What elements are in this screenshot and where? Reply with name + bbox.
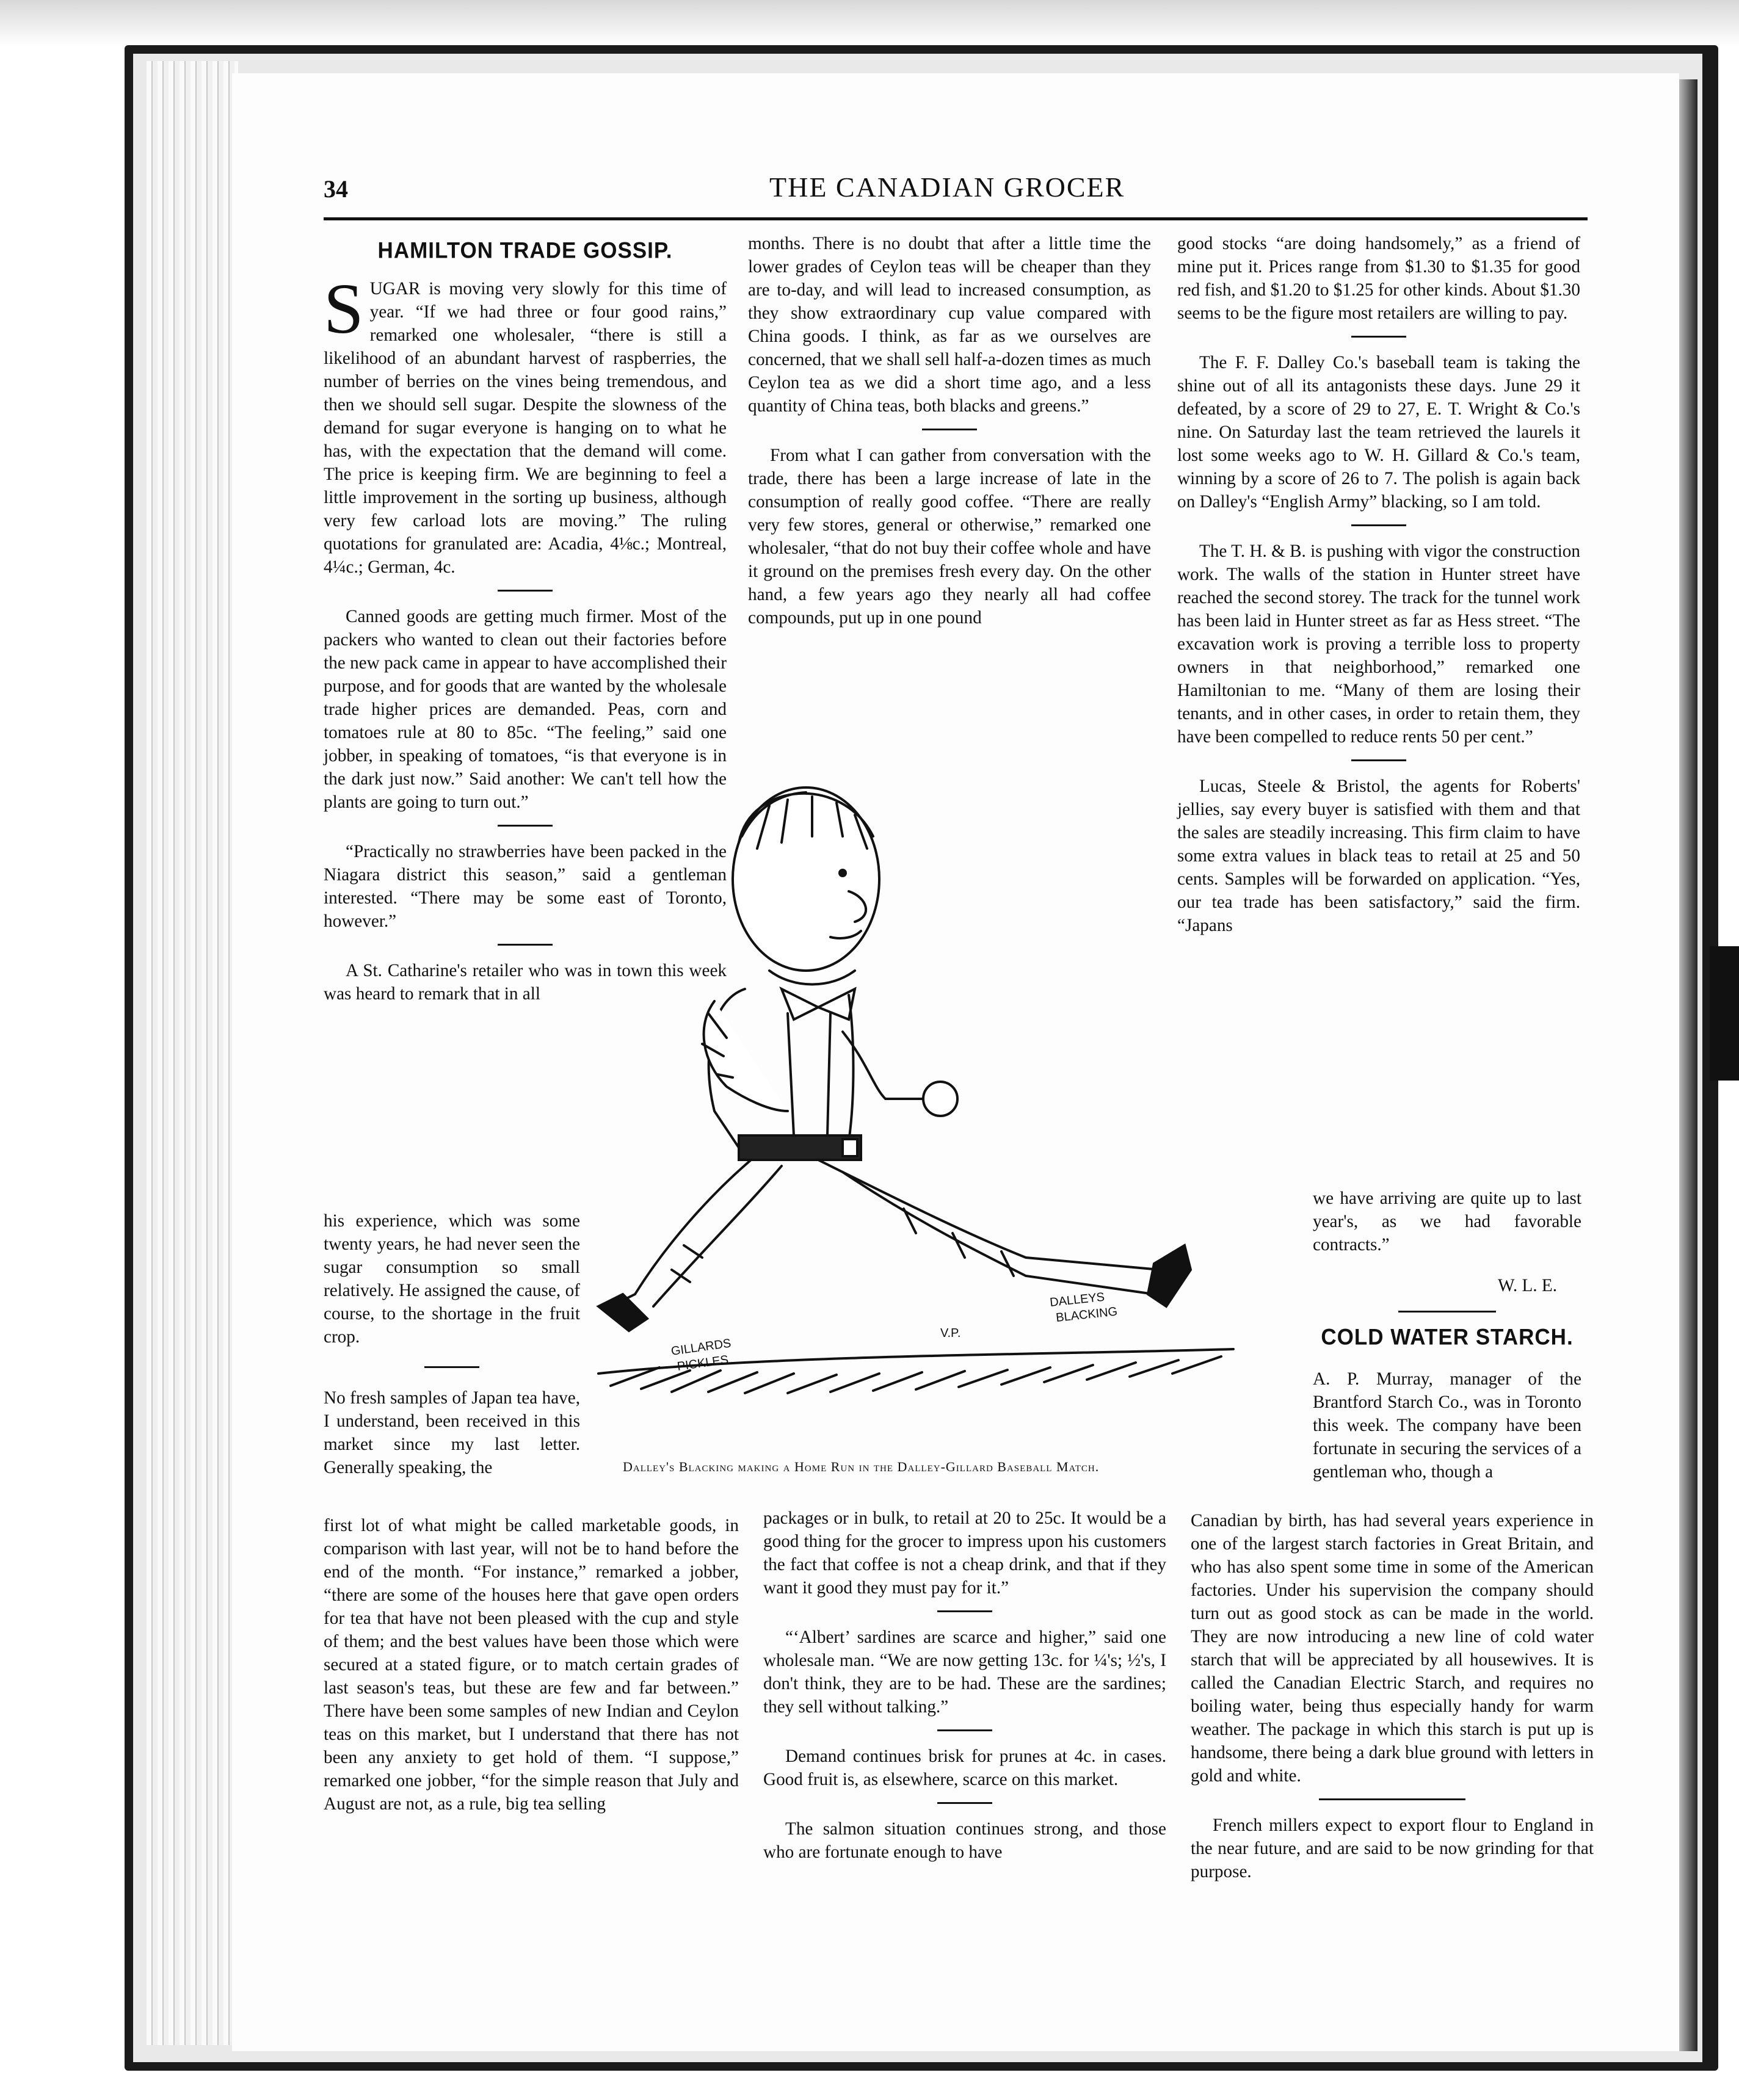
column-right-lower: [1191, 1509, 1594, 1883]
article-headline: COLD WATER STARCH.: [1321, 1325, 1574, 1350]
paragraph: packages or in bulk, to retail at 20 to 25c. It would be a good thing for the grocer to impress upon his customers the fact that coffee is not a cheap drink, and that if they want it good they must pay for it.”: [763, 1508, 1166, 1598]
column-left-lower: [324, 1514, 739, 1816]
illus-label-mid: V.P.: [940, 1327, 961, 1340]
paragraph: The F. F. Dalley Co.'s baseball team is taking the shine out of all its antagonists these days. June 29 it defeated, by a score of 29 to 27, E. T. Wright & Co.'s nine. On Saturday last the team retrieved the laurels it lost some weeks ago to W. H. Gillard & Co.'s team, winning by a score of 26 to 7. The polish is again back on Dalley's “English Army” blacking, so I am told.: [1177, 353, 1580, 512]
paragraph: A. P. Murray, manager of the Brantford Starch Co., was in Toronto this week. The company have been fortunate in securing the services of a gentleman who, though a: [1313, 1369, 1581, 1482]
separator: [1351, 759, 1406, 761]
paragraph: Canadian by birth, has had several years experience in one of the largest starch factories in Great Britain, and who has also spent some time in some of the American factories. Under his supervision the company should turn out as good stock as can be made in the world. They are now introducing a new line of cold water starch that will be appreciated by all housewives. It is called the Canadian Electric Starch, and requires no boiling water, being thus especially handy for warm weather. The package in which this starch is put up is handsome, there being a dark blue ground with letters in gold and white.: [1191, 1511, 1594, 1786]
paragraph: No fresh samples of Japan tea have, I understand, been received in this market since my last letter. Generally speaking, the: [324, 1388, 580, 1477]
illus-label-left-1: GILLARDS: [670, 1336, 732, 1358]
separator: [498, 944, 553, 946]
column-left-wrap: [324, 1192, 580, 1497]
paragraph: A St. Catharine's retailer who was in town this week was heard to remark that in all: [324, 961, 727, 1004]
separator: [1351, 336, 1406, 338]
separator: [922, 429, 977, 430]
illus-label-left-2: PICKLES: [676, 1353, 730, 1374]
article-headline: HAMILTON TRADE GOSSIP.: [377, 238, 673, 263]
paragraph: “Practically no strawberries have been packed in the Niagara district this season,” said a gentleman interested. “There may be some east of Toronto, however.”: [324, 842, 727, 931]
page-edges: [147, 61, 238, 2045]
paragraph-text: UGAR is moving very slowly for this time of year. “If we had three or four good rains,” remarked one wholesaler, “there is still a likelihood of an abundant harvest of raspberries, the number of berries on the vines being tremendous, and then we should sell sugar. Despite the slowness of the demand for sugar everyone is hanging on to what he has, with the expectation that the demand will come. The price is keeping firm. We are beginning to feel a little improvement in the sorting up business, although very few carload lots are moving.” The ruling quotations for granulated are: Acadia, 4⅛c.; Montreal, 4¼c.; German, 4c.: [324, 279, 727, 577]
column-middle: [748, 232, 1151, 629]
paragraph: months. There is no doubt that after a little time the lower grades of Ceylon teas will be cheaper than they are to-day, and will lead to increased consumption, as they show extraordinary cup value compared with China goods. I think, as far as we ourselves are concerned, that we shall sell half-a-dozen times as much Ceylon tea as we did a short time ago, and a less quantity of China teas, both blacks and greens.”: [748, 234, 1151, 416]
illus-label-right-1: DALLEYS: [1049, 1290, 1106, 1309]
paragraph: The salmon situation continues strong, and those who are fortunate enough to have: [763, 1819, 1166, 1862]
column-middle-lower: [763, 1507, 1166, 1864]
paragraph: French millers expect to export flour to England in the near future, and are said to be now grinding for that purpose.: [1191, 1816, 1594, 1881]
running-head: THE CANADIAN GROCER: [769, 172, 1125, 203]
signature: W. L. E.: [1497, 1276, 1557, 1296]
separator: [937, 1610, 992, 1612]
separator: [1398, 1311, 1496, 1312]
separator: [498, 590, 553, 592]
paragraph: good stocks “are doing handsomely,” as a friend of mine put it. Prices range from $1.30 to $1.35 for good red fish, and $1.20 to $1.25 for other kinds. About $1.30 seems to be the figure most retailers are willing to pay.: [1177, 234, 1580, 323]
paragraph: Lucas, Steele & Bristol, the agents for Roberts' jellies, say every buyer is satisfied with them and that the sales are steadily increasing. This firm claim to have some extra values in black teas to retail at 25 and 50 cents. Samples will be forwarded on application. “Yes, our tea trade has been satisfactory,” said the firm. “Japans: [1177, 777, 1580, 935]
separator: [937, 1802, 992, 1804]
illustration-caption: Dalley's Blacking making a Home Run in the Dalley-Gillard Baseball Match.: [623, 1459, 1100, 1474]
separator: [1351, 524, 1406, 526]
paragraph: [324, 269, 727, 579]
paragraph: his experience, which was some twenty years, he had never seen the sugar consumption so small relatively. He assigned the cause, of course, to the shortage in the fruit crop.: [324, 1211, 580, 1347]
separator: [424, 1366, 479, 1368]
column-right: [1177, 232, 1580, 937]
paragraph: first lot of what might be called marketable goods, in comparison with last year, will not be to hand before the end of the month. “For instance,” remarked a jobber, “there are some of the houses here that gave open orders for tea that have not been pleased with the cup and style of them; and the best values have been those which were secured at a stated figure, or to match certain grades of last season's teas, but these are few and far between.” There have been some samples of new Indian and Ceylon teas on this market, but I understand that there has not been any anxiety to get hold of them. “I suppose,” remarked one jobber, “for the simple reason that July and August are not, as a rule, big tea selling: [324, 1516, 739, 1814]
separator: [498, 825, 553, 827]
drop-cap: S: [324, 269, 364, 349]
paragraph: we have arriving are quite up to last year's, as we had favorable contracts.”: [1313, 1189, 1581, 1255]
separator: [1319, 1798, 1465, 1800]
illus-label-right-2: BLACKING: [1055, 1305, 1119, 1325]
scan-shadow: [0, 0, 1739, 46]
header-rule: [324, 217, 1588, 220]
paragraph: The T. H. & B. is pushing with vigor the construction work. The walls of the station in Hunter street have reached the second storey. The track for the tunnel work has been laid in Hunter street as far as Hess street. “The excavation work is proving a terrible loss to property owners in that neighborhood,” remarked one Hamiltonian to me. “Many of them are losing their tenants, and in other cases, in order to retain them, they have been compelled to reduce rents 50 per cent.”: [1177, 541, 1580, 747]
paragraph: Canned goods are getting much firmer. Most of the packers who wanted to clean out their factories before the new pack came in appear to have accomplished their purpose, and for goods that are wanted by the wholesale trade higher prices are demanded. Peas, corn and tomatoes rule at 80 to 85c. “The feeling,” said one jobber, in speaking of tomatoes, “is that everyone is in the dark just now.” Said another: We can't tell how the plants are going to turn out.”: [324, 607, 727, 812]
separator: [937, 1729, 992, 1731]
column-right-wrap: [1313, 1169, 1581, 1501]
paragraph: From what I can gather from conversation with the trade, there has been a large increase of late in the consumption of really good coffee. “There are really very few stores, general or otherwise,” remarked one wholesaler, “that do not buy their coffee whole and have it ground on the premises fresh every day. On the other hand, a few years ago they nearly all had coffee compounds, put up in one pound: [748, 446, 1151, 628]
page-number: 34: [324, 175, 348, 203]
scan-edge-mark: [1710, 946, 1739, 1081]
paragraph: Demand continues brisk for prunes at 4c. in cases. Good fruit is, as elsewhere, scarce on this market.: [763, 1747, 1166, 1789]
paragraph: “‘Albert’ sardines are scarce and higher,” said one wholesale man. “We are now getting 13c. for ¼'s; ½'s, I don't think, they are to be had. These are the sardines; they sell without talking.”: [763, 1628, 1166, 1717]
